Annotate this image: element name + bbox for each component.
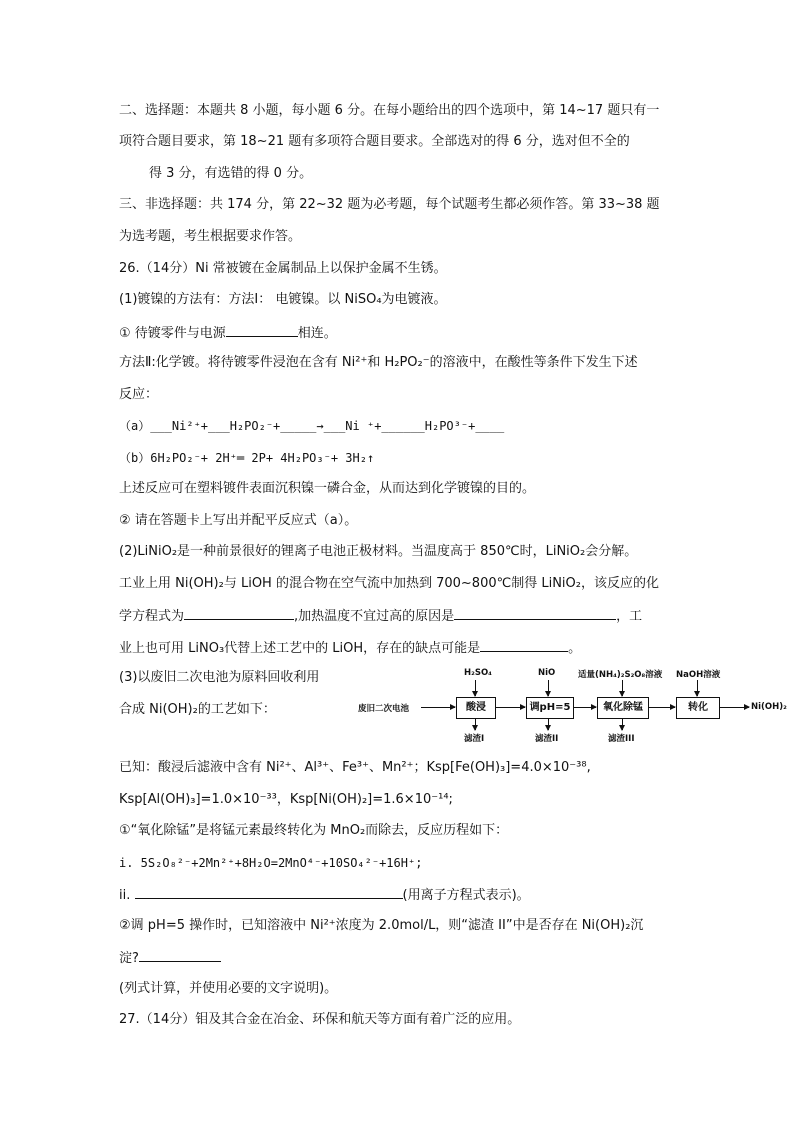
flow-input-h2so4: H₂SO₄ — [464, 668, 492, 678]
q26-part3-line2: 合成 Ni(OH)₂的工艺如下： — [119, 702, 276, 717]
flow-output-residue2: 滤渣II — [535, 734, 559, 744]
section2-line3: 得 3 分，有选错的得 0 分。 — [149, 166, 313, 181]
known-line2: Ksp[Al(OH)₃]=1.0×10⁻³³，Ksp[Ni(OH)₂]=1.6×10⁻¹⁴; — [119, 792, 453, 807]
q26-part1-method1: (1)镀镍的方法有：方法Ⅰ： 电镀镍。以 NiSO₄为电镀液。 — [119, 292, 447, 307]
flow-arrow — [548, 680, 549, 696]
flow-arrow — [475, 680, 476, 696]
q26-part1-q2: ② 请在答题卡上写出并配平反应式（a）。 — [119, 513, 358, 528]
flow-arrow — [648, 707, 675, 708]
q26-part1-q1-tail: 相连。 — [297, 326, 337, 341]
reaction-ii-label: ii. — [119, 888, 131, 903]
q26-title: 26.（14分）Ni 常被镀在金属制品上以保护金属不生锈。 — [119, 261, 447, 276]
q26-part2-line3 — [119, 607, 642, 625]
answer-blank[interactable] — [480, 639, 568, 652]
flow-box-adjust-ph: 调pH=5 — [526, 697, 574, 719]
flow-output-residue1: 滤渣I — [464, 734, 485, 744]
q26-part2-line1: (2)LiNiO₂是一种前景很好的锂离子电池正极材料。当温度高于 850℃时，LiNiO₂会分解。 — [119, 544, 638, 559]
section2-line2: 项符合题目要求，第 18~21 题有多项符合题目要求。全部选对的得 6 分，选对但不全的 — [119, 134, 630, 149]
q26-part2-line4 — [119, 639, 581, 657]
equation-b: （b）6H₂PO₂⁻+ 2H⁺═ 2P+ 4H₂PO₃⁻+ 3H₂↑ — [119, 451, 375, 465]
flow-arrow — [622, 718, 623, 730]
known-line1: 已知：酸浸后滤液中含有 Ni²⁺、Al³⁺、Fe³⁺、Mn²⁺；Ksp[Fe(OH)₃]=4.0×10⁻³⁸, — [119, 760, 591, 775]
q26-part2-line4-text: 业上也可用 LiNO₃代替上述工艺中的 LiOH，存在的缺点可能是 — [119, 641, 481, 656]
flow-arrow — [697, 680, 698, 696]
flow-end-label: Ni(OH)₂ — [751, 702, 787, 712]
q26-part2-line3-tail: ，工 — [616, 609, 643, 624]
answer-blank[interactable] — [139, 949, 221, 962]
q26-part3-q2-cont — [119, 949, 221, 967]
q27-title: 27.（14分）钼及其合金在冶金、环保和航天等方面有着广泛的应用。 — [119, 1012, 521, 1027]
q26-part2-line2: 工业上用 Ni(OH)₂与 LiOH 的混合物在空气流中加热到 700~800℃制得 LiNiO₂，该反应的化 — [119, 576, 659, 591]
flow-arrow — [548, 718, 549, 730]
flow-box-acid-leach: 酸浸 — [456, 697, 496, 719]
answer-blank[interactable] — [184, 607, 294, 620]
q26-part1-q1 — [119, 324, 337, 342]
q26-part3-q2-note: (列式计算，并使用必要的文字说明)。 — [119, 981, 338, 996]
flow-arrow — [719, 707, 749, 708]
section2-line1: 二、选择题：本题共 8 小题，每小题 6 分。在每小题给出的四个选项中，第 14~17 题只有一 — [119, 103, 660, 118]
q26-part3-q2: ②调 pH=5 操作时，已知溶液中 Ni²⁺浓度为 2.0mol/L，则“滤渣 II”中是否存在 Ni(OH)₂沉 — [119, 918, 644, 933]
q26-part3-q1: ①“氧化除锰”是将锰元素最终转化为 MnO₂而除去，反应历程如下： — [119, 823, 509, 838]
process-flow-diagram — [358, 667, 788, 747]
q26-part1-method2-cont: 反应： — [119, 387, 159, 402]
q26-part2-line4-tail: 。 — [568, 641, 582, 656]
flow-arrow — [622, 680, 623, 696]
equation-a: （a）___Ni²⁺+___H₂PO₂⁻+_____→___Ni ⁺+______H₂PO³⁻+____ — [119, 419, 505, 433]
flow-box-conversion: 转化 — [676, 697, 720, 719]
section3-line2: 为选考题，考生根据要求作答。 — [119, 229, 302, 244]
q26-part2-line3-mid: ,加热温度不宜过高的原因是 — [294, 609, 455, 624]
flow-input-persulfate: 适量(NH₄)₂S₂O₈溶液 — [578, 670, 663, 680]
flow-arrow — [421, 707, 455, 708]
q26-part1-method2: 方法Ⅱ:化学镀。将待镀零件浸泡在含有 Ni²⁺和 H₂PO₂⁻的溶液中，在酸性等条件下发生下述 — [119, 355, 638, 370]
q26-part1-note: 上述反应可在塑料镀件表面沉积镍一磷合金，从而达到化学镀镍的目的。 — [119, 481, 536, 496]
flow-start-label: 废旧二次电池 — [358, 704, 410, 714]
section3-line1: 三、非选择题：共 174 分，第 22~32 题为必考题，每个试题考生都必须作答。第 33~38 题 — [119, 197, 660, 212]
reaction-i: i. 5S₂O₈²⁻+2Mn²⁺+8H₂O=2MnO⁴⁻+10SO₄²⁻+16H⁺; — [119, 856, 423, 870]
answer-blank[interactable] — [454, 607, 616, 620]
q26-part3-line1: (3)以废旧二次电池为原料回收利用 — [119, 670, 320, 685]
reaction-ii — [119, 886, 530, 904]
answer-blank[interactable] — [226, 324, 298, 337]
answer-blank[interactable] — [135, 886, 403, 899]
flow-output-residue3: 滤渣III — [608, 734, 635, 744]
q26-part3-q2-text: 淀? — [119, 951, 139, 966]
flow-arrow — [495, 707, 525, 708]
reaction-ii-tail: (用离子方程式表示)。 — [402, 888, 530, 903]
flow-arrow — [475, 718, 476, 730]
flow-box-oxidation: 氧化除锰 — [597, 697, 649, 719]
flow-input-nio: NiO — [538, 668, 556, 678]
flow-arrow — [573, 707, 596, 708]
q26-part1-q1-text: ① 待镀零件与电源 — [119, 326, 226, 341]
q26-part2-line3-text: 学方程式为 — [119, 609, 185, 624]
flow-input-naoh: NaOH溶液 — [676, 670, 721, 680]
